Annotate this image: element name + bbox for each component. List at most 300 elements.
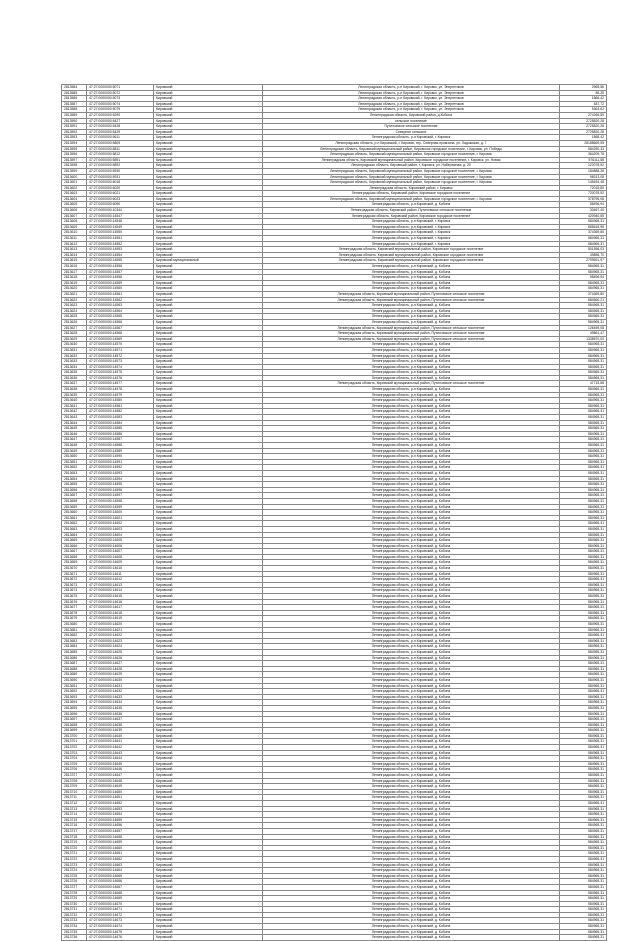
row-number-cell: 2813639 bbox=[62, 392, 87, 398]
district-cell: Кировский bbox=[154, 884, 263, 890]
area-cell: 584965,31 bbox=[560, 566, 607, 572]
area-cell: 584965,31 bbox=[560, 526, 607, 532]
district-cell: Кировский bbox=[154, 476, 263, 482]
district-cell: Кировский bbox=[154, 817, 263, 823]
district-cell: Кировский bbox=[154, 672, 263, 678]
area-cell: 584965,31 bbox=[560, 392, 607, 398]
district-cell: Кировский bbox=[154, 795, 263, 801]
cadastral-number-cell: 47:27:0000000:14551 bbox=[87, 236, 154, 242]
area-cell: 584965,31 bbox=[560, 649, 607, 655]
cadastral-number-cell: 47:27:0000000:5611 bbox=[87, 135, 154, 141]
row-number-cell: 2813698 bbox=[62, 722, 87, 728]
address-cell: Ленинградская область, р-н Кировский, г. Кировск bbox=[263, 241, 560, 247]
area-cell: 720078,52 bbox=[560, 191, 607, 197]
district-cell: Кировский bbox=[154, 711, 263, 717]
district-cell: Кировский bbox=[154, 722, 263, 728]
area-cell: 584965,31 bbox=[560, 750, 607, 756]
row-number-cell: 2813603 bbox=[62, 191, 87, 197]
district-cell: Кировский bbox=[154, 392, 263, 398]
area-cell: 584965,31 bbox=[560, 286, 607, 292]
cadastral-number-cell: 47:27:0000000:14549 bbox=[87, 224, 154, 230]
cadastral-number-cell: 47:27:0000000:14666 bbox=[87, 879, 154, 885]
registry-sheet bbox=[61, 84, 604, 941]
row-number-cell: 2813586 bbox=[62, 96, 87, 102]
area-cell: 584965,31 bbox=[560, 459, 607, 465]
cadastral-number-cell: 47:27:0000000:14547 bbox=[87, 213, 154, 219]
row-number-cell: 2813693 bbox=[62, 694, 87, 700]
area-cell: 584965,31 bbox=[560, 773, 607, 779]
address-cell: Ленинградская область, р-н Кировский, д. Кобона bbox=[263, 901, 560, 907]
cadastral-number-cell: 47:27:0000000:14640 bbox=[87, 733, 154, 739]
cadastral-number-cell: 47:27:0000000:14596 bbox=[87, 487, 154, 493]
district-cell: Кировский bbox=[154, 303, 263, 309]
area-cell: 584965,31 bbox=[560, 487, 607, 493]
area-cell: 28188669,55 bbox=[560, 140, 607, 146]
address-cell: Ленинградская область, р-н Кировский, д. Кобона bbox=[263, 370, 560, 376]
area-cell: 378795,08 bbox=[560, 196, 607, 202]
area-cell: 584965,31 bbox=[560, 812, 607, 818]
cadastral-number-cell: 47:27:0000000:14603 bbox=[87, 526, 154, 532]
row-number-cell: 2813725 bbox=[62, 873, 87, 879]
cadastral-number-cell: 47:27:0000000:14628 bbox=[87, 666, 154, 672]
address-cell: Ленинградская область, р-н Кировский, г. Кировск, тер. Северная промзона, ул. Ладожская, д. 7 bbox=[263, 140, 560, 146]
cadastral-number-cell: 47:27:0000000:14641 bbox=[87, 739, 154, 745]
district-cell: Кировский bbox=[154, 538, 263, 544]
area-cell: 584965,31 bbox=[560, 521, 607, 527]
address-cell: Ленинградская область, р-н Кировский, д. Кобона bbox=[263, 443, 560, 449]
cadastral-number-cell: 47:27:0000000:14595 bbox=[87, 482, 154, 488]
cadastral-number-cell: 47:27:0000000:5071 bbox=[87, 85, 154, 91]
cadastral-number-cell: 47:27:0000000:14656 bbox=[87, 823, 154, 829]
area-cell: 584965,31 bbox=[560, 398, 607, 404]
area-cell: 584965,31 bbox=[560, 935, 607, 941]
area-cell: 584965,31 bbox=[560, 493, 607, 499]
cadastral-number-cell: 47:27:0000000:14585 bbox=[87, 426, 154, 432]
address-cell: Ленинградская область, р-н Кировский, д. Кобона bbox=[263, 722, 560, 728]
cadastral-number-cell: 47:27:0000000:5811 bbox=[87, 146, 154, 152]
address-cell: Ленинградская область, р-н Кировский, д. Кобона bbox=[263, 739, 560, 745]
address-cell: Ленинградская область, р-н Кировский, д. Кобона bbox=[263, 912, 560, 918]
cadastral-number-cell: 47:27:0000000:14563 bbox=[87, 303, 154, 309]
row-number-cell: 2813640 bbox=[62, 398, 87, 404]
row-number-cell: 2813715 bbox=[62, 817, 87, 823]
cadastral-number-cell: 47:27:0000000:14644 bbox=[87, 756, 154, 762]
district-cell: Кировский bbox=[154, 112, 263, 118]
area-cell: 584965,31 bbox=[560, 515, 607, 521]
row-number-cell: 2813720 bbox=[62, 845, 87, 851]
row-number-cell: 2813644 bbox=[62, 420, 87, 426]
district-cell: Кировский bbox=[154, 851, 263, 857]
cadastral-number-cell: 47:27:0000000:14629 bbox=[87, 672, 154, 678]
row-number-cell: 2813648 bbox=[62, 443, 87, 449]
area-cell: 584965,31 bbox=[560, 588, 607, 594]
cadastral-number-cell: 47:27:0000000:14661 bbox=[87, 851, 154, 857]
area-cell: 584965,31 bbox=[560, 616, 607, 622]
row-number-cell: 2813727 bbox=[62, 884, 87, 890]
district-cell: Кировский bbox=[154, 627, 263, 633]
address-cell: Ленинградская область, р-н Кировский, г. Кировск bbox=[263, 135, 560, 141]
cadastral-number-cell: 47:27:0000000:14647 bbox=[87, 773, 154, 779]
address-cell: Ленинградская область, р-н Кировский, д. Кобона bbox=[263, 655, 560, 661]
cadastral-number-cell: 47:27:0000000:14588 bbox=[87, 443, 154, 449]
row-number-cell: 2813719 bbox=[62, 840, 87, 846]
area-cell: 584965,31 bbox=[560, 705, 607, 711]
district-cell: Кировский bbox=[154, 275, 263, 281]
area-cell: 584965,31 bbox=[560, 890, 607, 896]
address-cell: Ленинградская область, р-н Кировский, д. Кобона bbox=[263, 392, 560, 398]
cadastral-number-cell: 47:27:0000000:14586 bbox=[87, 431, 154, 437]
area-cell: 584965,31 bbox=[560, 437, 607, 443]
address-cell: Ленинградская область, Кировский муниципальный район, Кировское городское поселение, г. Кировск bbox=[263, 168, 560, 174]
row-number-cell: 2813679 bbox=[62, 616, 87, 622]
district-cell: Кировский bbox=[154, 347, 263, 353]
cadastral-number-cell: 47:27:0000000:14621 bbox=[87, 627, 154, 633]
row-number-cell: 2813653 bbox=[62, 470, 87, 476]
district-cell: Кировский bbox=[154, 806, 263, 812]
cadastral-number-cell: 47:27:0000000:14580 bbox=[87, 398, 154, 404]
district-cell: Кировский bbox=[154, 633, 263, 639]
address-cell: Ленинградская область, Кировский район, Кировское городское поселение bbox=[263, 213, 560, 219]
row-number-cell: 2813594 bbox=[62, 140, 87, 146]
district-cell: Кировский bbox=[154, 331, 263, 337]
area-cell: 30467,40 bbox=[560, 208, 607, 214]
district-cell: Кировский bbox=[154, 929, 263, 935]
district-cell: Кировский bbox=[154, 269, 263, 275]
cadastral-number-cell: 47:27:0000000:14664 bbox=[87, 868, 154, 874]
address-cell: Ленинградская область, р-н Кировский, д. Кобона bbox=[263, 638, 560, 644]
row-number-cell: 2813703 bbox=[62, 750, 87, 756]
district-cell: Кировский bbox=[154, 437, 263, 443]
address-cell: Ленинградская область, р-н Кировский, д. Кобона bbox=[263, 610, 560, 616]
area-cell: 584965,31 bbox=[560, 269, 607, 275]
row-number-cell: 2813688 bbox=[62, 666, 87, 672]
district-cell: Кировский bbox=[154, 224, 263, 230]
district-cell: Кировский bbox=[154, 812, 263, 818]
area-cell: 584965,31 bbox=[560, 884, 607, 890]
cadastral-number-cell: 47:27:0000000:14642 bbox=[87, 745, 154, 751]
cadastral-number-cell: 47:27:0000000:14676 bbox=[87, 935, 154, 941]
area-cell: 584965,31 bbox=[560, 403, 607, 409]
row-number-cell: 2813672 bbox=[62, 577, 87, 583]
cadastral-number-cell: 47:27:0000000:14571 bbox=[87, 347, 154, 353]
address-cell: Ленинградская область, р-н Кировский, д. Кобона bbox=[263, 873, 560, 879]
district-cell: Кировский bbox=[154, 208, 263, 214]
district-cell: Кировский bbox=[154, 856, 263, 862]
area-cell: 584965,31 bbox=[560, 347, 607, 353]
row-number-cell: 2813736 bbox=[62, 935, 87, 941]
address-cell: сельское поселение bbox=[263, 118, 560, 124]
address-cell: Ленинградская область, р-н Кировский, д. Кобона bbox=[263, 403, 560, 409]
district-cell: Кировский bbox=[154, 364, 263, 370]
cadastral-number-cell: 47:27:0000000:10344 bbox=[87, 208, 154, 214]
area-cell: 584965,31 bbox=[560, 717, 607, 723]
cadastral-number-cell: 47:27:0000000:14561 bbox=[87, 291, 154, 297]
cadastral-number-cell: 47:27:0000000:14609 bbox=[87, 560, 154, 566]
row-number-cell: 2813652 bbox=[62, 465, 87, 471]
district-cell: Кировский bbox=[154, 845, 263, 851]
area-cell: 584965,31 bbox=[560, 219, 607, 225]
cadastral-number-cell: 47:27:0000000:14550 bbox=[87, 230, 154, 236]
area-cell: 58496,94 bbox=[560, 275, 607, 281]
row-number-cell: 2813660 bbox=[62, 510, 87, 516]
address-cell: Ленинградская область, р-н Кировский, д. Кобона bbox=[263, 549, 560, 555]
address-cell: Ленинградская область, р-н Кировский, д. Кобона bbox=[263, 319, 560, 325]
row-number-cell: 2813705 bbox=[62, 761, 87, 767]
address-cell: Ленинградская область, р-н Кировский, д. Кобона bbox=[263, 314, 560, 320]
area-cell: 584965,31 bbox=[560, 470, 607, 476]
area-cell: 584965,31 bbox=[560, 856, 607, 862]
cadastral-number-cell: 47:27:0000000:14672 bbox=[87, 912, 154, 918]
address-cell: Ленинградская область, р-н Кировский, д. Кобона bbox=[263, 560, 560, 566]
area-cell: 584965,31 bbox=[560, 728, 607, 734]
area-cell: 584965,31 bbox=[560, 912, 607, 918]
district-cell: Кировский bbox=[154, 163, 263, 169]
district-cell: Кировский bbox=[154, 683, 263, 689]
district-cell: Кировский bbox=[154, 140, 263, 146]
row-number-cell: 2813706 bbox=[62, 767, 87, 773]
row-number-cell: 2813634 bbox=[62, 364, 87, 370]
row-number-cell: 2813735 bbox=[62, 929, 87, 935]
cadastral-number-cell: 47:27:0000000:5891 bbox=[87, 157, 154, 163]
district-cell: Кировский bbox=[154, 297, 263, 303]
row-number-cell: 2813665 bbox=[62, 538, 87, 544]
cadastral-number-cell: 47:27:0000000:5290 bbox=[87, 112, 154, 118]
district-cell: Кировский bbox=[154, 666, 263, 672]
district-cell: Кировский муниципальный bbox=[154, 258, 263, 264]
row-number-cell: 2813623 bbox=[62, 303, 87, 309]
district-cell: Кировский bbox=[154, 370, 263, 376]
cadastral-number-cell: 47:27:0000000:14582 bbox=[87, 409, 154, 415]
address-cell: Ленинградская область, р-н Кировский, д. Кобона bbox=[263, 672, 560, 678]
area-cell: 584965,31 bbox=[560, 241, 607, 247]
district-cell: Кировский bbox=[154, 761, 263, 767]
row-number-cell: 2813637 bbox=[62, 381, 87, 387]
address-cell: Ленинградская область, р-н Кировский, д. Кобона bbox=[263, 448, 560, 454]
row-number-cell: 2813733 bbox=[62, 918, 87, 924]
row-number-cell: 2813722 bbox=[62, 856, 87, 862]
district-cell: Кировский bbox=[154, 236, 263, 242]
row-number-cell: 2813691 bbox=[62, 683, 87, 689]
cadastral-number-cell: 47:27:0000000:14602 bbox=[87, 521, 154, 527]
area-cell: 584965,31 bbox=[560, 543, 607, 549]
row-number-cell: 2813636 bbox=[62, 375, 87, 381]
area-cell: 145494,48 bbox=[560, 180, 607, 186]
district-cell: Кировский bbox=[154, 717, 263, 723]
address-cell: Ленинградская область, р-н Кировский, д. Кобона bbox=[263, 398, 560, 404]
row-number-cell: 2813709 bbox=[62, 784, 87, 790]
cadastral-number-cell: 47:27:0000000:14652 bbox=[87, 801, 154, 807]
district-cell: Кировский bbox=[154, 828, 263, 834]
row-number-cell: 2813646 bbox=[62, 431, 87, 437]
cadastral-number-cell: 47:27:0000000:14568 bbox=[87, 331, 154, 337]
district-cell: Кировский bbox=[154, 409, 263, 415]
district-cell: Кировский bbox=[154, 801, 263, 807]
cadastral-number-cell: 47:27:0000000:14559 bbox=[87, 280, 154, 286]
row-number-cell: 2813689 bbox=[62, 672, 87, 678]
row-number-cell: 2813713 bbox=[62, 806, 87, 812]
district-cell: Кировский bbox=[154, 773, 263, 779]
district-cell: Кировский bbox=[154, 521, 263, 527]
cadastral-number-cell: 47:27:0000000:14671 bbox=[87, 907, 154, 913]
address-cell: Ленинградская область, р-н Кировский, д. Кобона bbox=[263, 929, 560, 935]
area-cell: 584965,31 bbox=[560, 845, 607, 851]
row-number-cell: 2813638 bbox=[62, 387, 87, 393]
address-cell: Ленинградская область, Кировский район, Кировское городское поселение bbox=[263, 191, 560, 197]
area-cell: 584965,31 bbox=[560, 532, 607, 538]
address-cell: Ленинградская область, р-н Кировский, д. Кобона bbox=[263, 594, 560, 600]
address-cell: Ленинградская область, р-н Кировский, г. Кировск, ул. Энергетиков bbox=[263, 90, 560, 96]
row-number-cell: 2813617 bbox=[62, 269, 87, 275]
row-number-cell: 2813728 bbox=[62, 890, 87, 896]
address-cell: Ленинградская область, р-н Кировский, д. Кобона bbox=[263, 420, 560, 426]
cadastral-number-cell: 47:27:0000000:14569 bbox=[87, 336, 154, 342]
row-number-cell: 2813667 bbox=[62, 549, 87, 555]
cadastral-number-cell: 47:27:0000000:5079 bbox=[87, 107, 154, 113]
row-number-cell: 2813714 bbox=[62, 812, 87, 818]
cadastral-number-cell: 47:27:0000000:5931 bbox=[87, 174, 154, 180]
cadastral-number-cell: 47:27:0000000:14617 bbox=[87, 605, 154, 611]
row-number-cell: 2813591 bbox=[62, 124, 87, 130]
row-number-cell: 2813609 bbox=[62, 224, 87, 230]
district-cell: Кировский bbox=[154, 879, 263, 885]
area-cell: 584965,31 bbox=[560, 789, 607, 795]
row-number-cell: 2813614 bbox=[62, 252, 87, 258]
cadastral-number-cell: 47:27:0000000:14634 bbox=[87, 700, 154, 706]
district-cell: Кировский bbox=[154, 185, 263, 191]
cadastral-number-cell: 47:27:0000000:14646 bbox=[87, 767, 154, 773]
area-cell: 374369,80 bbox=[560, 291, 607, 297]
address-cell: Ленинградская область, р-н Кировский, д. Кобона bbox=[263, 347, 560, 353]
row-number-cell: 2813607 bbox=[62, 213, 87, 219]
district-cell: Кировский bbox=[154, 319, 263, 325]
cadastral-number-cell: 47:27:0000000:14581 bbox=[87, 403, 154, 409]
address-cell: Ленинградская область, р-н Кировский, д. Кобона bbox=[263, 415, 560, 421]
row-number-cell: 2813650 bbox=[62, 454, 87, 460]
address-cell: Ленинградская область, р-н Кировский, д. Кобона bbox=[263, 817, 560, 823]
address-cell: Ленинградская область, Кировский муниципальный район, Кировское городское поселение, г. Кировск, ул. Новая bbox=[263, 157, 560, 163]
cadastral-number-cell: 47:27:0000000:14623 bbox=[87, 638, 154, 644]
area-cell: 184888,28 bbox=[560, 168, 607, 174]
area-cell: 58496,94 bbox=[560, 202, 607, 208]
row-number-cell: 2813604 bbox=[62, 196, 87, 202]
address-cell: Ленинградская область, р-н Кировский, д. Кобона bbox=[263, 918, 560, 924]
address-cell: Ленинградская область, р-н Кировский, д. Кобона bbox=[263, 828, 560, 834]
address-cell: Ленинградская область, р-н Кировский, д. Кобона bbox=[263, 784, 560, 790]
row-number-cell: 2813661 bbox=[62, 515, 87, 521]
area-cell: 584965,31 bbox=[560, 907, 607, 913]
address-cell: Ленинградская область, р-н Кировский, д. Кобона bbox=[263, 728, 560, 734]
address-cell: Ленинградская область, Кировский муниципальный район, Путиловское сельское поселение bbox=[263, 291, 560, 297]
district-cell: Кировский bbox=[154, 532, 263, 538]
district-cell: Кировский bbox=[154, 935, 263, 941]
area-cell: 584965,31 bbox=[560, 308, 607, 314]
row-number-cell: 2813683 bbox=[62, 638, 87, 644]
district-cell: Кировский bbox=[154, 739, 263, 745]
row-number-cell: 2813657 bbox=[62, 493, 87, 499]
row-number-cell: 2813630 bbox=[62, 342, 87, 348]
cadastral-number-cell: 47:27:0000000:14632 bbox=[87, 689, 154, 695]
district-cell: Кировский bbox=[154, 241, 263, 247]
address-cell: Ленинградская область, р-н Кировский, д. Кобона bbox=[263, 689, 560, 695]
area-cell: 584965,31 bbox=[560, 828, 607, 834]
area-cell: 49856,70 bbox=[560, 252, 607, 258]
row-number-cell: 2813669 bbox=[62, 560, 87, 566]
area-cell: 584965,31 bbox=[560, 638, 607, 644]
address-cell: Ленинградская область, Кировский муниципальный район, Путиловское сельское поселение bbox=[263, 381, 560, 387]
address-cell: Ленинградская область, р-н Кировский, д. Кобона bbox=[263, 622, 560, 628]
address-cell: Ленинградская область, Кировский муниципальный район, Кировское городское поселение, г. Кировск bbox=[263, 152, 560, 158]
row-number-cell: 2813663 bbox=[62, 526, 87, 532]
address-cell: Ленинградская область, Кировский муниципальный район, Кировское городское поселение bbox=[263, 258, 560, 264]
cadastral-number-cell: 47:27:0000000:14657 bbox=[87, 828, 154, 834]
district-cell: Кировский bbox=[154, 655, 263, 661]
address-cell: Ленинградская область, р-н Кировский, д. Кобона bbox=[263, 605, 560, 611]
row-number-cell: 2813613 bbox=[62, 247, 87, 253]
cadastral-number-cell: 47:27:0000000:5812 bbox=[87, 152, 154, 158]
address-cell: Ленинградская область, р-н Кировский, д. Кобона bbox=[263, 896, 560, 902]
address-cell: Ленинградская область, Кировский муниципальный район, Путиловское сельское поселение bbox=[263, 297, 560, 303]
area-cell: 584965,31 bbox=[560, 280, 607, 286]
row-number-cell: 2813666 bbox=[62, 543, 87, 549]
cadastral-number-cell: 47:27:0000000:14630 bbox=[87, 677, 154, 683]
address-cell: Ленинградская область, р-н Кировский, д. Кобона bbox=[263, 761, 560, 767]
address-cell: Ленинградская область, р-н Кировский, д. Кобона bbox=[263, 756, 560, 762]
address-cell: Ленинградская область, р-н Кировский, д. Кобона bbox=[263, 840, 560, 846]
area-cell: 884560,21 bbox=[560, 297, 607, 303]
row-number-cell: 2813589 bbox=[62, 112, 87, 118]
address-cell: Ленинградская область, р-н Кировский, д. Кобона bbox=[263, 599, 560, 605]
address-cell: Ленинградская область, Кировский район, г. Кировск bbox=[263, 185, 560, 191]
district-cell: Кировский bbox=[154, 403, 263, 409]
cadastral-number-cell: 47:27:0000000:14663 bbox=[87, 862, 154, 868]
area-cell: 584965,31 bbox=[560, 314, 607, 320]
district-cell: Кировский bbox=[154, 560, 263, 566]
district-cell: Кировский bbox=[154, 694, 263, 700]
cadastral-number-cell: 47:27:0000000:14668 bbox=[87, 890, 154, 896]
row-number-cell: 2813732 bbox=[62, 912, 87, 918]
address-cell: Ленинградская область, Кировский муниципальный район, Кировское городское поселение, г. Кировск bbox=[263, 180, 560, 186]
address-cell: Ленинградская область, р-н Кировский, д. Кобона bbox=[263, 426, 560, 432]
address-cell: Ленинградская область, р-н Кировский, г. Кировск bbox=[263, 219, 560, 225]
address-cell: Ленинградская область, р-н Кировский, д. Кобона bbox=[263, 303, 560, 309]
area-cell: 584965,31 bbox=[560, 571, 607, 577]
address-cell: Ленинградская область, р-н Кировский, д. Кобона bbox=[263, 493, 560, 499]
address-cell: Ленинградская область, р-н Кировский, д. Кобона bbox=[263, 907, 560, 913]
district-cell: Кировский bbox=[154, 90, 263, 96]
cadastral-number-cell: 47:27:0000000:14593 bbox=[87, 470, 154, 476]
area-cell: 126459,08 bbox=[560, 325, 607, 331]
cadastral-number-cell: 47:27:0000000:14557 bbox=[87, 269, 154, 275]
area-cell: 584965,31 bbox=[560, 834, 607, 840]
row-number-cell: 2813708 bbox=[62, 778, 87, 784]
area-cell: 584965,31 bbox=[560, 823, 607, 829]
address-cell: Ленинградская область, р-н Кировский, д. Кобона bbox=[263, 862, 560, 868]
address-cell: Ленинградская область, р-н Кировский, д. Кобона bbox=[263, 459, 560, 465]
row-number-cell: 2813633 bbox=[62, 359, 87, 365]
row-number-cell: 2813701 bbox=[62, 739, 87, 745]
row-number-cell: 2813635 bbox=[62, 370, 87, 376]
cadastral-number-cell: 47:27:0000000:14624 bbox=[87, 644, 154, 650]
area-cell: 584250,33 bbox=[560, 146, 607, 152]
district-cell: Кировский bbox=[154, 264, 263, 270]
address-cell: Ленинградская область, р-н Кировский, д. Кобона bbox=[263, 733, 560, 739]
area-cell: 49861,47 bbox=[560, 331, 607, 337]
district-cell: Кировский bbox=[154, 571, 263, 577]
registry-table bbox=[61, 84, 607, 941]
area-cell: 1338570,00 bbox=[560, 336, 607, 342]
area-cell: 584965,31 bbox=[560, 353, 607, 359]
row-number-cell: 2813596 bbox=[62, 152, 87, 158]
